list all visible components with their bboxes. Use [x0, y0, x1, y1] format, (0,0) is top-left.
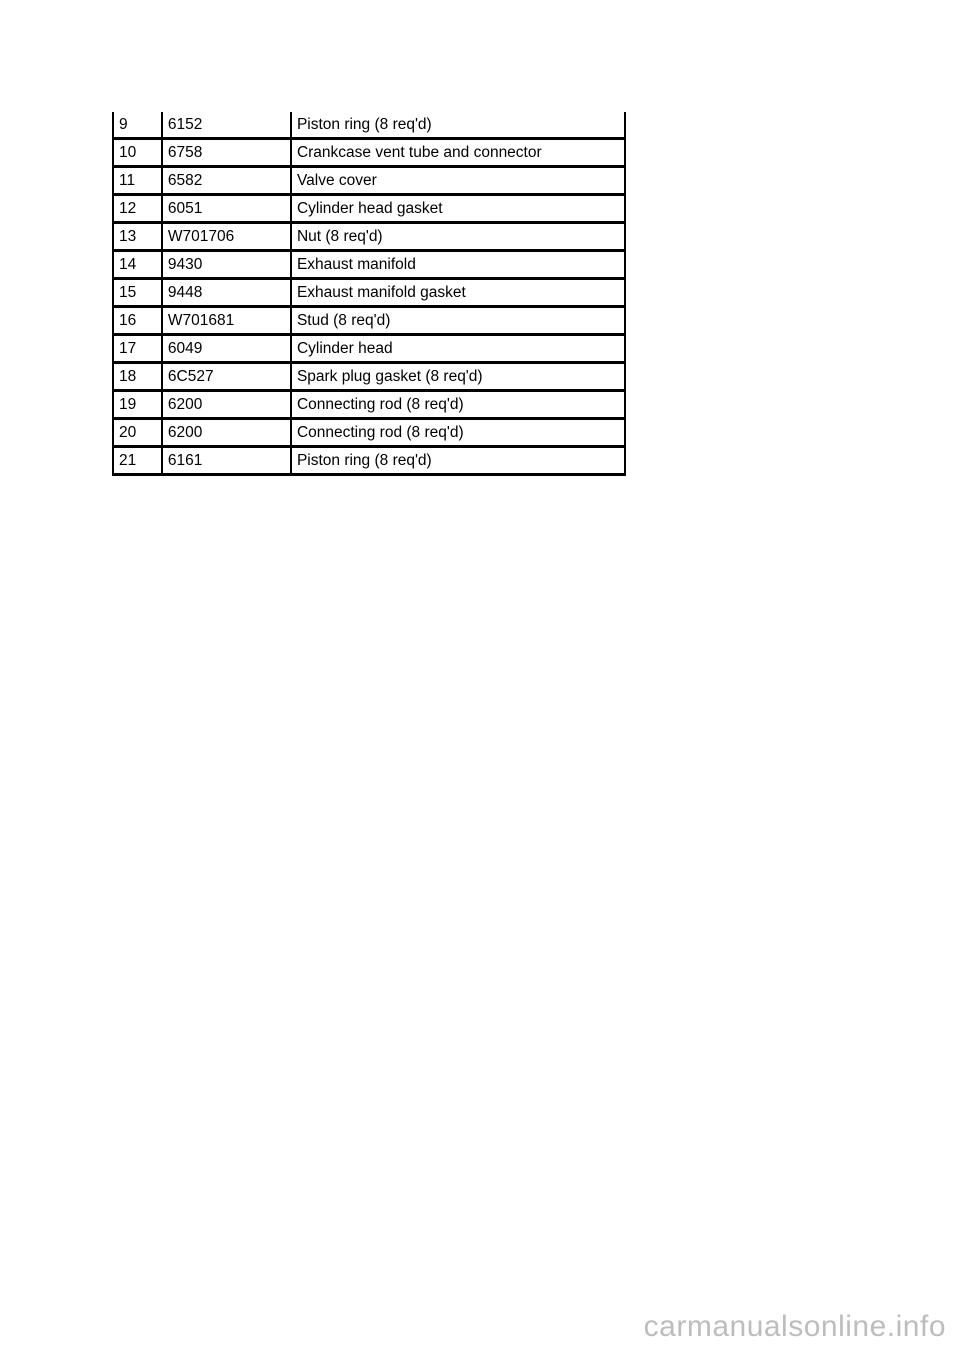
- table-row: [113, 335, 625, 363]
- part-number-cell: W701706: [162, 223, 291, 251]
- item-number-cell: 20: [113, 419, 162, 447]
- description-cell: Connecting rod (8 req'd): [291, 391, 625, 419]
- part-number-cell: 6200: [162, 391, 291, 419]
- part-number-cell: 6051: [162, 195, 291, 223]
- table-row: [113, 419, 625, 447]
- table-row: [113, 279, 625, 307]
- description-cell: Exhaust manifold: [291, 251, 625, 279]
- description-cell: Nut (8 req'd): [291, 223, 625, 251]
- table-row: [113, 391, 625, 419]
- table-row: [113, 223, 625, 251]
- item-number-cell: 16: [113, 307, 162, 335]
- item-number-cell: 18: [113, 363, 162, 391]
- part-number-cell: 9448: [162, 279, 291, 307]
- description-cell: Exhaust manifold gasket: [291, 279, 625, 307]
- table-row: [113, 307, 625, 335]
- table-row: [113, 251, 625, 279]
- item-number-cell: 9: [113, 112, 162, 139]
- item-number-cell: 21: [113, 447, 162, 475]
- description-cell: Stud (8 req'd): [291, 307, 625, 335]
- description-cell: Valve cover: [291, 167, 625, 195]
- item-number-cell: 11: [113, 167, 162, 195]
- description-cell: Piston ring (8 req'd): [291, 112, 625, 139]
- parts-table: [112, 112, 626, 476]
- table-row: [113, 447, 625, 475]
- table-row: [113, 139, 625, 167]
- watermark: carmanualsonline.info: [643, 1310, 946, 1343]
- table-row: [113, 112, 625, 139]
- part-number-cell: 6161: [162, 447, 291, 475]
- item-number-cell: 10: [113, 139, 162, 167]
- description-cell: Crankcase vent tube and connector: [291, 139, 625, 167]
- table-row: [113, 167, 625, 195]
- part-number-cell: 9430: [162, 251, 291, 279]
- part-number-cell: 6582: [162, 167, 291, 195]
- item-number-cell: 12: [113, 195, 162, 223]
- item-number-cell: 13: [113, 223, 162, 251]
- description-cell: Connecting rod (8 req'd): [291, 419, 625, 447]
- description-cell: Piston ring (8 req'd): [291, 447, 625, 475]
- part-number-cell: W701681: [162, 307, 291, 335]
- part-number-cell: 6200: [162, 419, 291, 447]
- item-number-cell: 15: [113, 279, 162, 307]
- item-number-cell: 17: [113, 335, 162, 363]
- description-cell: Spark plug gasket (8 req'd): [291, 363, 625, 391]
- part-number-cell: 6049: [162, 335, 291, 363]
- description-cell: Cylinder head: [291, 335, 625, 363]
- item-number-cell: 19: [113, 391, 162, 419]
- part-number-cell: 6152: [162, 112, 291, 139]
- table-row: [113, 195, 625, 223]
- item-number-cell: 14: [113, 251, 162, 279]
- part-number-cell: 6C527: [162, 363, 291, 391]
- description-cell: Cylinder head gasket: [291, 195, 625, 223]
- table-row: [113, 363, 625, 391]
- part-number-cell: 6758: [162, 139, 291, 167]
